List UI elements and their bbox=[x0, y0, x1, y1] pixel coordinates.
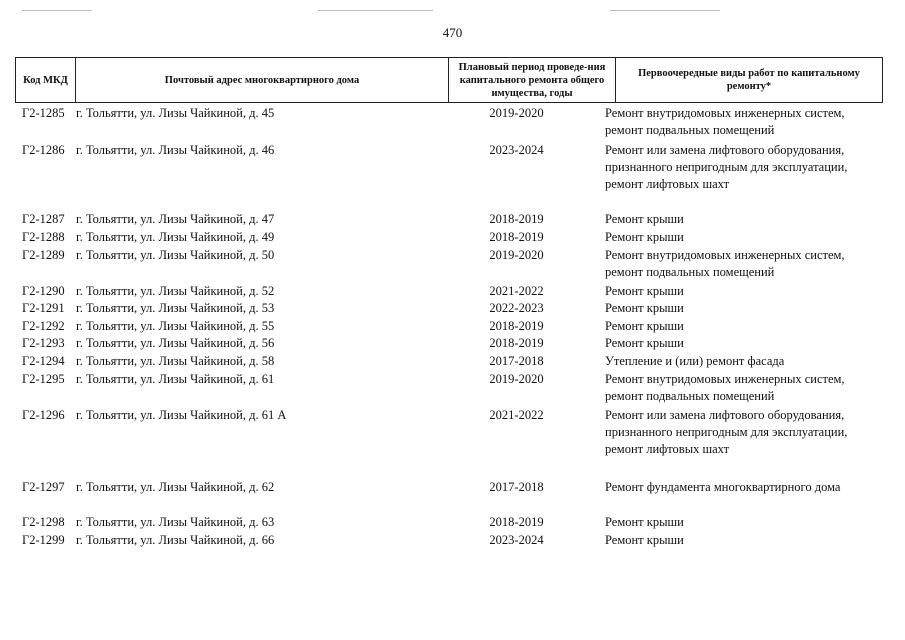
row-period: 2018-2019 bbox=[489, 212, 544, 226]
row-period: 2018-2019 bbox=[489, 336, 544, 350]
row-works-line: признанного непригодным для эксплуатации, bbox=[605, 425, 848, 439]
row-code: Г2-1290 bbox=[22, 284, 65, 298]
row-address: г. Тольятти, ул. Лизы Чайкиной, д. 66 bbox=[76, 533, 275, 547]
row-address: г. Тольятти, ул. Лизы Чайкиной, д. 50 bbox=[76, 248, 275, 262]
row-code: Г2-1296 bbox=[22, 408, 65, 422]
row-works bbox=[605, 318, 880, 335]
row-works-line: Ремонт внутридомовых инженерных систем, bbox=[605, 372, 845, 386]
row-code: Г2-1297 bbox=[22, 480, 65, 494]
row-works bbox=[605, 142, 880, 193]
row-works-line: ремонт подвальных помещений bbox=[605, 265, 775, 279]
page-number: 470 bbox=[442, 25, 463, 40]
row-period: 2023-2024 bbox=[489, 533, 544, 547]
row-works-line: ремонт лифтовых шахт bbox=[605, 177, 730, 191]
row-works-line: Ремонт или замена лифтового оборудования, bbox=[605, 408, 845, 422]
row-address: г. Тольятти, ул. Лизы Чайкиной, д. 61 bbox=[76, 372, 275, 386]
row-works-line: Ремонт крыши bbox=[605, 319, 684, 333]
row-works-line: ремонт лифтовых шахт bbox=[605, 442, 730, 456]
row-works bbox=[605, 371, 880, 405]
row-works bbox=[605, 407, 880, 458]
row-code: Г2-1286 bbox=[22, 143, 65, 157]
row-works-line: Ремонт крыши bbox=[605, 230, 684, 244]
row-code: Г2-1292 bbox=[22, 319, 65, 333]
row-period: 2022-2023 bbox=[489, 301, 544, 315]
row-address: г. Тольятти, ул. Лизы Чайкиной, д. 46 bbox=[76, 143, 275, 157]
row-address: г. Тольятти, ул. Лизы Чайкиной, д. 49 bbox=[76, 230, 275, 244]
row-works-line: ремонт подвальных помещений bbox=[605, 389, 775, 403]
row-address: г. Тольятти, ул. Лизы Чайкиной, д. 58 bbox=[76, 354, 275, 368]
row-address: г. Тольятти, ул. Лизы Чайкиной, д. 55 bbox=[76, 319, 275, 333]
row-period: 2019-2020 bbox=[489, 106, 544, 120]
row-works-line: Ремонт крыши bbox=[605, 336, 684, 350]
row-address: г. Тольятти, ул. Лизы Чайкиной, д. 61 А bbox=[76, 408, 287, 422]
row-period: 2023-2024 bbox=[489, 143, 544, 157]
row-works-line: Ремонт крыши bbox=[605, 301, 684, 315]
row-works-line: признанного непригодным для эксплуатации, bbox=[605, 160, 848, 174]
row-address: г. Тольятти, ул. Лизы Чайкиной, д. 63 bbox=[76, 515, 275, 529]
header-period: Плановый период проведе-ния капитального ремонта общего имущества, годы bbox=[449, 58, 616, 102]
row-works-line: Ремонт фундамента многоквартирного дома bbox=[605, 480, 841, 494]
row-code: Г2-1288 bbox=[22, 230, 65, 244]
row-works-line: Ремонт крыши bbox=[605, 533, 684, 547]
row-code: Г2-1285 bbox=[22, 106, 65, 120]
row-works bbox=[605, 353, 880, 370]
row-works bbox=[605, 105, 880, 139]
row-works bbox=[605, 300, 880, 317]
row-code: Г2-1293 bbox=[22, 336, 65, 350]
row-works-line: ремонт подвальных помещений bbox=[605, 123, 775, 137]
row-works bbox=[605, 247, 880, 281]
row-address: г. Тольятти, ул. Лизы Чайкиной, д. 47 bbox=[76, 212, 275, 226]
row-works bbox=[605, 532, 880, 549]
row-code: Г2-1298 bbox=[22, 515, 65, 529]
row-period: 2021-2022 bbox=[489, 284, 544, 298]
row-address: г. Тольятти, ул. Лизы Чайкиной, д. 52 bbox=[76, 284, 275, 298]
row-works-line: Ремонт или замена лифтового оборудования, bbox=[605, 143, 845, 157]
row-works-line: Ремонт крыши bbox=[605, 212, 684, 226]
row-period: 2021-2022 bbox=[489, 408, 544, 422]
row-works-line: Ремонт крыши bbox=[605, 515, 684, 529]
row-code: Г2-1294 bbox=[22, 354, 65, 368]
row-works bbox=[605, 335, 880, 352]
row-address: г. Тольятти, ул. Лизы Чайкиной, д. 45 bbox=[76, 106, 275, 120]
row-code: Г2-1291 bbox=[22, 301, 65, 315]
row-works bbox=[605, 479, 880, 496]
header-works: Первоочередные виды работ по капитальному ремонту* bbox=[638, 68, 860, 92]
row-code: Г2-1295 bbox=[22, 372, 65, 386]
row-period: 2018-2019 bbox=[489, 515, 544, 529]
row-works-line: Ремонт крыши bbox=[605, 284, 684, 298]
row-period: 2019-2020 bbox=[489, 372, 544, 386]
row-works bbox=[605, 229, 880, 246]
row-works-line: Утепление и (или) ремонт фасада bbox=[605, 354, 785, 368]
row-period: 2017-2018 bbox=[489, 354, 544, 368]
row-works-line: Ремонт внутридомовых инженерных систем, bbox=[605, 248, 845, 262]
row-period: 2019-2020 bbox=[489, 248, 544, 262]
row-period: 2018-2019 bbox=[489, 230, 544, 244]
row-works bbox=[605, 283, 880, 300]
row-code: Г2-1287 bbox=[22, 212, 65, 226]
row-period: 2018-2019 bbox=[489, 319, 544, 333]
row-code: Г2-1289 bbox=[22, 248, 65, 262]
row-address: г. Тольятти, ул. Лизы Чайкиной, д. 56 bbox=[76, 336, 275, 350]
row-period: 2017-2018 bbox=[489, 480, 544, 494]
row-address: г. Тольятти, ул. Лизы Чайкиной, д. 53 bbox=[76, 301, 275, 315]
row-code: Г2-1299 bbox=[22, 533, 65, 547]
row-works-line: Ремонт внутридомовых инженерных систем, bbox=[605, 106, 845, 120]
row-works bbox=[605, 514, 880, 531]
header-code: Код МКД bbox=[16, 58, 76, 102]
row-address: г. Тольятти, ул. Лизы Чайкиной, д. 62 bbox=[76, 480, 275, 494]
header-address: Почтовый адрес многоквартирного дома bbox=[76, 58, 449, 102]
row-works bbox=[605, 211, 880, 228]
